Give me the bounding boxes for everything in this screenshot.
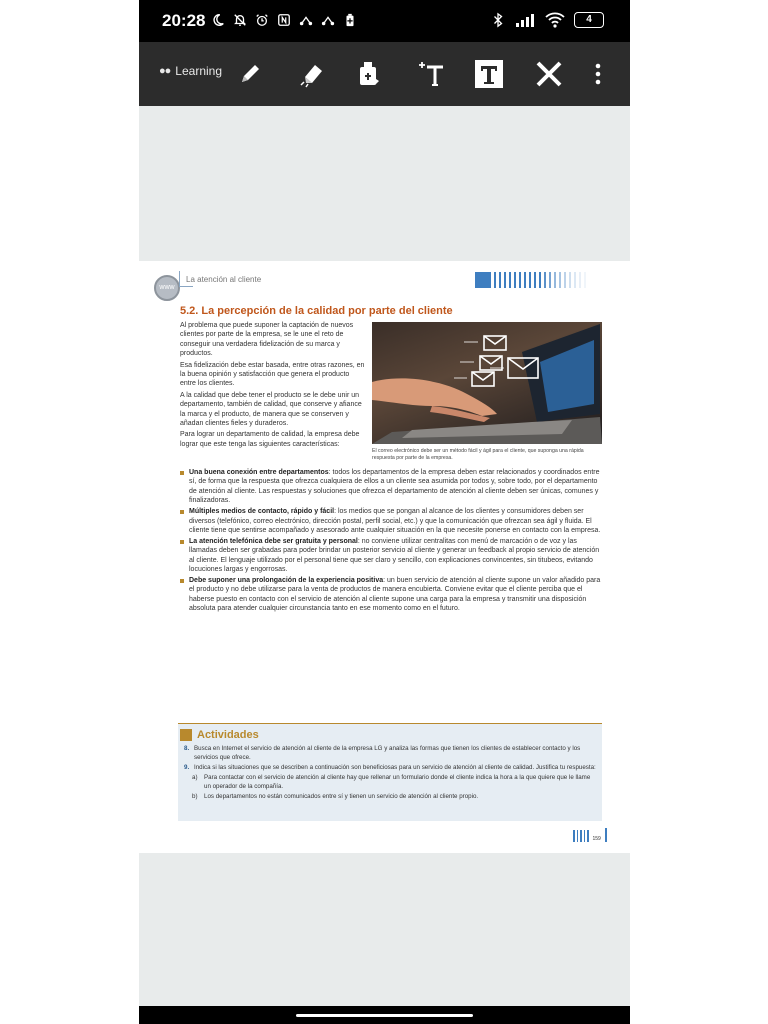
activities-marker (180, 729, 192, 741)
status-left-icons (211, 12, 357, 28)
header-bars-decoration (475, 272, 603, 288)
list-item: Múltiples medios de contacto, rápido y fácil: los medios que se pongan al alcance de los clientes y consumidores deben ser diversos (telefónico, correo electrónico, dirección postal, perfil social, etc.) y que la comunicación que ofrezcan sea ágil y fluida. El cliente tiene que sentirse acompañado y asesorado ante cualquier situación en la que necesite ponerse en contacto con la empresa. (180, 507, 605, 535)
document-page[interactable] (139, 261, 630, 853)
eraser-button[interactable] (294, 56, 330, 92)
paragraph: Para lograr un departamento de calidad, la empresa debe lograr que este tenga las siguientes características: (180, 431, 360, 448)
bell-off-icon (233, 12, 247, 28)
status-time: 20:28 (162, 11, 206, 30)
text-box-button[interactable] (471, 56, 507, 92)
app-label-text: Learning (175, 64, 223, 78)
activity-item: 9. Indica si las situaciones que se describen a continuación son beneficiosas para un servicio de atención al cliente de calidad. Justifica tu respuesta: (184, 764, 596, 771)
chapter-header: La atención al cliente (186, 275, 262, 284)
paragraph: A la calidad que debe tener el producto se le debe unir un departamento, también de calidad, que conserve y afiance la marca y el producto, de manera que se conserven y añadan clientes fieles y duraderos. (180, 391, 362, 428)
page-number: 159 (592, 836, 601, 842)
battery-indicator: 4 (574, 12, 604, 28)
photo-caption: El correo electrónico debe ser un método fácil y ágil para el cliente, que suponga una rápida respuesta por parte de la empresa. (372, 448, 584, 461)
close-icon (534, 59, 564, 89)
battery-saver-icon (343, 12, 357, 28)
activity-subitem: a) Para contactar con el servicio de atención al cliente hay que rellenar un formulario donde el cliente indica la hora a la que quiere que le llame un operador de la compañía. (192, 774, 591, 790)
page-number-block (573, 828, 607, 842)
add-text-icon (415, 59, 447, 89)
status-right-icons (491, 12, 604, 28)
bullet-list (180, 468, 605, 615)
add-text-button[interactable] (413, 56, 449, 92)
close-button[interactable] (531, 56, 567, 92)
activities-title: Actividades (197, 729, 259, 741)
route-icon (299, 12, 313, 28)
navigation-bar (139, 1006, 630, 1024)
highlighter-icon (355, 59, 383, 89)
alarm-icon (255, 12, 269, 28)
laptop-email-photo (372, 322, 602, 444)
intro-text (180, 321, 365, 451)
text-box-icon (473, 58, 505, 90)
highlighter-button[interactable] (351, 56, 387, 92)
annotation-toolbar (139, 42, 630, 106)
dots-icon: ●● (159, 65, 171, 77)
wifi-icon (545, 12, 565, 28)
eraser-icon (297, 59, 327, 89)
phone-screen (139, 0, 630, 1024)
paragraph: Esa fidelización debe estar basada, entre otras razones, en la buena opinión y satisfacción que genera el producto entre los clientes. (180, 361, 365, 388)
signal-icon (514, 12, 536, 28)
list-item: La atención telefónica debe ser gratuita y personal: no conviene utilizar centralitas con menú de marcación o de voz y las llamadas deben ser grabadas para poder brindar un posterior servicio al cliente y generar un feedback al propio servicio de atención al cliente. El lenguaje utilizado por el personal tiene que ser claro y sencillo, con explicaciones convincentes, sin titubeos, evitando locuciones largas y engorrosas. (180, 537, 605, 575)
activities-list (184, 744, 598, 802)
pencil-button[interactable] (232, 56, 268, 92)
more-vert-icon (594, 62, 602, 86)
activity-item: 8. Busca en Internet el servicio de atención al cliente de la empresa LG y analiza las formas que tienen los clientes de establecer contacto y los servicios que ofrece. (184, 745, 581, 761)
activity-subitem: b) Los departamentos no están comunicados entre sí y tienen un servicio de atención al cliente propio. (192, 793, 479, 800)
status-bar (139, 0, 630, 42)
moon-icon (211, 12, 225, 28)
list-item: Una buena conexión entre departamentos: todos los departamentos de la empresa deben estar relacionados y coordinados entre sí, de forma que la respuesta que ofrezca cualquiera de ellos a un cliente sea asumida por todos y, sobre todo, por el departamento de atención al cliente. Las respuestas y soluciones que ofrezca el departamento de atención al cliente deben ser únicas, comunes y finalizadoras. (180, 468, 605, 506)
bluetooth-icon (491, 12, 505, 28)
section-title: 5.2. La percepción de la calidad por parte del cliente (180, 305, 453, 317)
list-item: Debe suponer una prolongación de la experiencia positiva: un buen servicio de atención al cliente supone un valor añadido para el producto y no debe utilizarse para la venta de productos de manera encubierta. Conviene evitar que el cliente perciba que el haberse puesto en contacto con el servicio de atención al cliente supone una carga para la empresa y transmitir una disposición absoluta para atender cualquier circunstancia tanto en ese momento como en el futuro. (180, 576, 605, 614)
publisher-logo: www (154, 275, 180, 301)
pencil-icon (236, 60, 264, 88)
home-gesture-handle[interactable] (296, 1014, 473, 1017)
paragraph: Al problema que puede suponer la captación de nuevos clientes por parte de la empresa, se le une el reto de conseguir una verdadera fidelización de su marca y productos. (180, 322, 354, 358)
activities-box (178, 723, 602, 821)
nfc-icon (277, 12, 291, 28)
route-icon (321, 12, 335, 28)
app-label[interactable] (159, 64, 222, 78)
more-options-button[interactable] (583, 56, 613, 92)
